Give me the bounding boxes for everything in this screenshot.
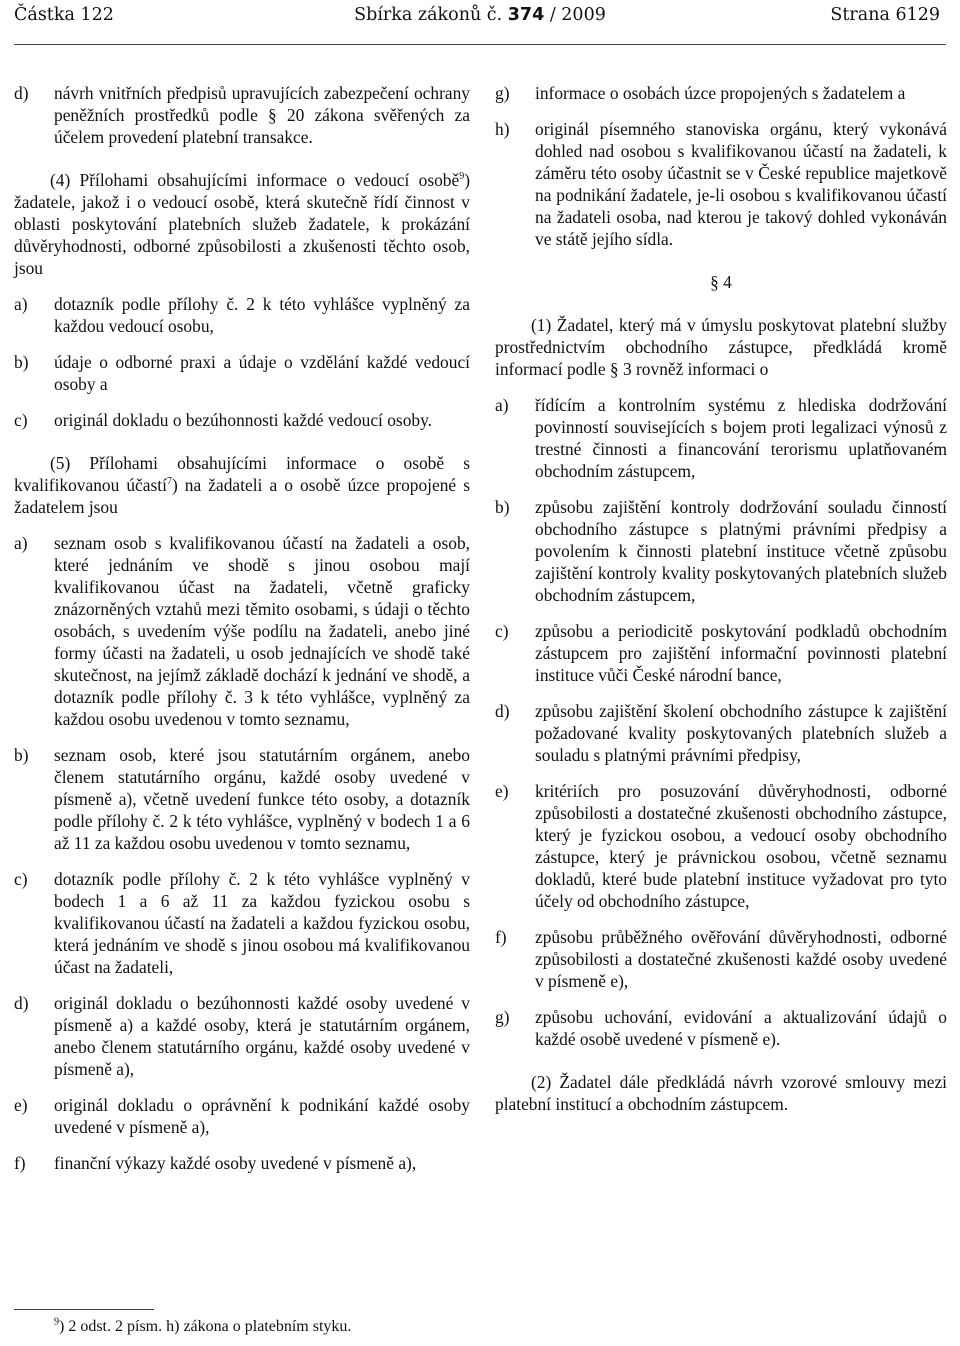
item-label: b) bbox=[14, 352, 29, 372]
item-label: g) bbox=[495, 83, 510, 103]
item-text: informace o osobách úzce propojených s žadatelem a bbox=[535, 83, 906, 103]
item-text: dotazník podle přílohy č. 2 k této vyhlášce vyplněný za každou vedoucí osobu, bbox=[54, 294, 470, 336]
list-item bbox=[14, 744, 470, 854]
list-item bbox=[495, 700, 947, 766]
list-item bbox=[14, 992, 470, 1080]
list-item bbox=[14, 409, 470, 431]
list-item bbox=[495, 1006, 947, 1050]
item-text: originál dokladu o oprávnění k podnikání každé osoby uvedené v písmeně a), bbox=[54, 1095, 470, 1137]
item-label: d) bbox=[14, 993, 29, 1013]
item-label: a) bbox=[14, 294, 28, 314]
section-heading: § 4 bbox=[710, 272, 732, 292]
item-text: způsobu a periodicitě poskytování podkladů obchodním zástupcem pro zajištění informační povinnosti platební instituce vůči České národní bance, bbox=[535, 621, 947, 685]
item-label: e) bbox=[14, 1095, 28, 1115]
page-header bbox=[0, 5, 960, 33]
item-text: seznam osob, které jsou statutárním orgánem, anebo členem statutárního orgánu, každé osoby uvedené v písmeně a), včetně uvedení funkce této osoby, a dotazník podle přílohy č. 2 k této vyhlášce, vyplněný v bodech 1 a 6 až 11 za každou osobu uvedenou v tomto seznamu, bbox=[54, 745, 470, 853]
item-label: d) bbox=[14, 83, 29, 103]
list-item bbox=[495, 82, 947, 104]
footnote-ref: 9 bbox=[459, 171, 465, 183]
item-text: originál dokladu o bezúhonnosti každé vedoucí osoby. bbox=[54, 410, 432, 430]
item-label: h) bbox=[495, 119, 510, 139]
item-text: způsobu uchování, evidování a aktualizování údajů o každé osobě uvedené v písmeně e). bbox=[535, 1007, 947, 1049]
paragraph-4-lead: (4) Přílohami obsahujícími informace o vedoucí osobě bbox=[50, 170, 460, 190]
list-item bbox=[14, 82, 470, 148]
list-item bbox=[14, 532, 470, 730]
footnote-mark: 9 bbox=[54, 1316, 59, 1328]
item-label: c) bbox=[14, 869, 28, 889]
item-label: b) bbox=[495, 497, 510, 517]
list-item bbox=[495, 394, 947, 482]
item-text: finanční výkazy každé osoby uvedené v písmeně a), bbox=[54, 1153, 417, 1173]
item-text: originál písemného stanoviska orgánu, který vykonává dohled nad osobou s kvalifikovanou účastí na žadateli, k záměru této osoby účastnit se v České republice majetkově na podnikání žadatele, je-li osobou s kvalifikovanou účastí na žadateli osoba, nad kterou je takový dohled vykonáván ve státě jejího sídla. bbox=[535, 119, 947, 249]
item-text: seznam osob s kvalifikovanou účastí na žadateli a osob, které jednáním ve shodě s jinou osobou mají kvalifikovanou účast na žadateli, včetně graficky znázorněných vztahů mezi těmito osobami, s údaji o těchto osobách, s uvedením výše podílu na žadateli, anebo jiné formy účasti na žadateli, u osob jednajících ve shodě také skutečnost, na jejímž základě dochází k jednání ve shodě, a dotazník podle přílohy č. 3 k této vyhlášce, vyplněný za každou osobu uvedenou v tomto seznamu, bbox=[54, 533, 470, 729]
header-law-number: 374 bbox=[507, 5, 545, 25]
list-item bbox=[14, 1094, 470, 1138]
footnote-text: ) 2 odst. 2 písm. h) zákona o platebním styku. bbox=[59, 1318, 352, 1335]
item-text: způsobu průběžného ověřování důvěryhodnosti, odborné způsobilosti a dostatečné zkušenosti každé osoby uvedené v písmeně e), bbox=[535, 927, 947, 991]
footnote-rule bbox=[14, 1309, 154, 1310]
paragraph-5-lead: (5) Přílohami obsahujícími informace o osobě s kvalifikovanou účastí bbox=[14, 453, 470, 495]
paragraph-1: (1) Žadatel, který má v úmyslu poskytovat platební služby prostřednictvím obchodního zástupce, předkládá kromě informací podle § 3 rovněž informaci o bbox=[495, 315, 947, 379]
item-label: e) bbox=[495, 781, 509, 801]
paragraph-4 bbox=[14, 169, 470, 279]
item-label: g) bbox=[495, 1007, 510, 1027]
item-label: c) bbox=[14, 410, 28, 430]
item-label: c) bbox=[495, 621, 509, 641]
paragraph-4-rest: ) žadatele, jakož i o vedoucí osobě, která skutečně řídí činnost v oblasti poskytování platebních služeb žadatele, k prokázání důvěryhodnosti, odborné způsobilosti a zkušenosti těchto osob, jsou bbox=[14, 170, 470, 278]
list-item bbox=[495, 926, 947, 992]
header-collection-prefix: Sbírka zákonů č. bbox=[354, 5, 503, 25]
item-text: originál dokladu o bezúhonnosti každé osoby uvedené v písmeně a) a každé osoby, která je statutárním orgánem, anebo členem statutárního orgánu, každé osoby uvedené v písmeně a), bbox=[54, 993, 470, 1079]
list-item bbox=[14, 1152, 470, 1174]
list-item bbox=[495, 780, 947, 912]
item-label: f) bbox=[495, 927, 507, 947]
left-column bbox=[14, 82, 470, 1174]
footnote bbox=[54, 1318, 351, 1336]
header-year: / 2009 bbox=[549, 5, 606, 25]
item-text: kritériích pro posuzování důvěryhodnosti, odborné způsobilosti a dostatečné zkušenosti obchodního zástupce, který je fyzickou osobou, a vedoucí osoby obchodního zástupce, který je právnickou osobou, včetně seznamu dokladů, které bude platební instituce vyžadovat pro tyto účely od obchodního zástupce, bbox=[535, 781, 947, 911]
item-text: způsobu zajištění kontroly dodržování souladu činností obchodního zástupce s platnými právními předpisy a povolením k činnosti platební instituce včetně způsobu zajištění kontroly kvality poskytovaných platebních služeb obchodním zástupcem, bbox=[535, 497, 947, 605]
header-issue: Částka 122 bbox=[14, 5, 114, 25]
list-item bbox=[14, 351, 470, 395]
footnote-ref: 7 bbox=[166, 476, 172, 488]
item-label: f) bbox=[14, 1153, 26, 1173]
paragraph-5 bbox=[14, 452, 470, 518]
right-column bbox=[495, 82, 947, 1115]
header-collection bbox=[0, 5, 960, 25]
item-label: b) bbox=[14, 745, 29, 765]
header-page: Strana 6129 bbox=[830, 5, 940, 25]
list-item bbox=[14, 868, 470, 978]
item-text: údaje o odborné praxi a údaje o vzdělání každé vedoucí osoby a bbox=[54, 352, 470, 394]
item-text: řídícím a kontrolním systému z hlediska dodržování povinností souvisejících s bojem proti legalizaci výnosů z trestné činnosti a financování terorismu uplatňovaném obchodním zástupcem, bbox=[535, 395, 947, 481]
item-text: dotazník podle přílohy č. 2 k této vyhlášce vyplněný v bodech 1 a 6 až 11 za každou fyzickou osobu s kvalifikovanou účastí na žadateli a každou fyzickou osobu, která jednáním ve shodě s jinou osobou má kvalifikovanou účast na žadateli, bbox=[54, 869, 470, 977]
item-label: a) bbox=[14, 533, 28, 553]
list-item bbox=[495, 620, 947, 686]
paragraph-5-rest: ) na žadateli a o osobě úzce propojené s žadatelem jsou bbox=[14, 475, 470, 517]
item-label: a) bbox=[495, 395, 509, 415]
header-rule bbox=[14, 44, 946, 45]
item-label: d) bbox=[495, 701, 510, 721]
item-text: návrh vnitřních předpisů upravujících zabezpečení ochrany peněžních prostředků podle § 20 zákona svěřených za účelem provedení platební transakce. bbox=[54, 83, 470, 147]
item-text: způsobu zajištění školení obchodního zástupce k zajištění požadované kvality poskytovaných platebních služeb a souladu s platnými právními předpisy, bbox=[535, 701, 947, 765]
list-item bbox=[495, 118, 947, 250]
paragraph-2: (2) Žadatel dále předkládá návrh vzorové smlouvy mezi platební institucí a obchodním zástupcem. bbox=[495, 1072, 947, 1114]
list-item bbox=[495, 496, 947, 606]
list-item bbox=[14, 293, 470, 337]
